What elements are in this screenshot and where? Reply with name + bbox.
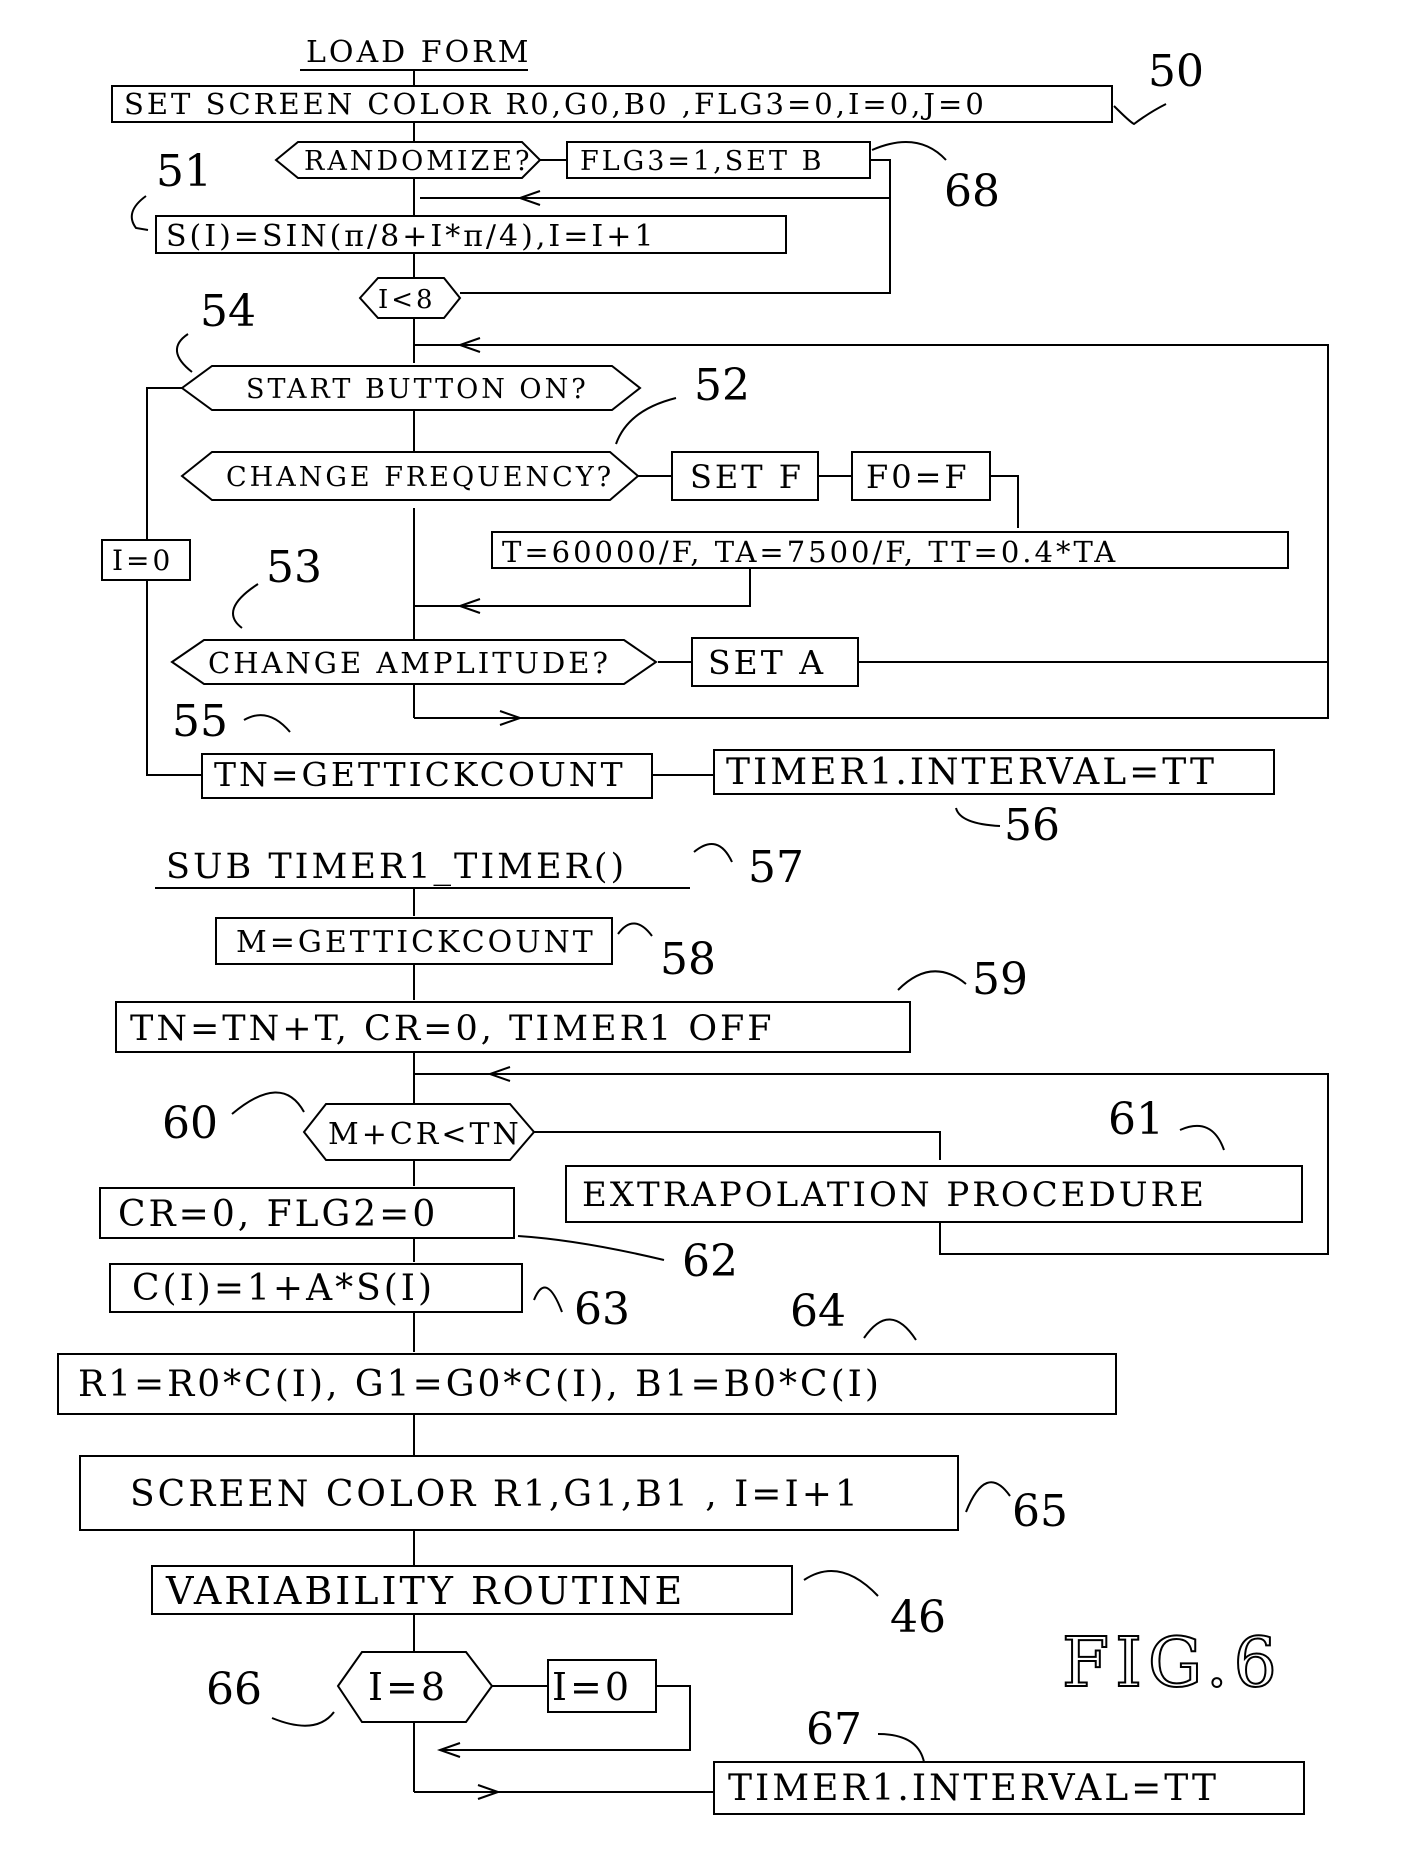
i-reset-label: I=0 <box>552 1665 633 1709</box>
leader-66 <box>272 1712 334 1726</box>
c-calc-label: C(I)=1+A*S(I) <box>132 1268 436 1309</box>
timer-sub-header: SUB TIMER1_TIMER() <box>166 847 628 887</box>
figure-title: FIG.6 <box>1062 1624 1283 1703</box>
leader-56 <box>956 808 1000 826</box>
set-a-label: SET A <box>708 643 827 682</box>
leader-60 <box>232 1092 304 1114</box>
variability-label: VARIABILITY ROUTINE <box>166 1569 686 1613</box>
flg3-set-b-label: FLG3=1,SET B <box>580 146 825 177</box>
ref-67: 67 <box>806 1704 862 1755</box>
leader-61 <box>1180 1126 1224 1150</box>
ref-50: 50 <box>1148 46 1204 97</box>
tn-update-label: TN=TN+T, CR=0, TIMER1 OFF <box>130 1009 775 1049</box>
tn-tick-label: TN=GETTICKCOUNT <box>214 755 626 794</box>
leader-62 <box>518 1236 664 1260</box>
ref-60: 60 <box>162 1098 218 1149</box>
ref-61: 61 <box>1108 1094 1164 1145</box>
connector-decision-to-extrap <box>532 1132 940 1160</box>
leader-59 <box>898 971 966 990</box>
leader-64 <box>864 1319 916 1340</box>
ref-58: 58 <box>660 934 716 985</box>
leader-65 <box>966 1482 1010 1512</box>
randomize-label: RANDOMIZE? <box>304 146 533 177</box>
ref-59: 59 <box>972 954 1028 1005</box>
ref-57: 57 <box>748 842 804 893</box>
screen-color-label: SCREEN COLOR R1,G1,B1 , I=I+1 <box>130 1474 861 1515</box>
f0-f-label: F0=F <box>866 458 970 496</box>
leader-58 <box>618 923 652 936</box>
leader-50 <box>1114 104 1166 124</box>
connector-period-return <box>414 566 750 606</box>
extrapolation-label: EXTRAPOLATION PROCEDURE <box>582 1175 1207 1215</box>
ref-52: 52 <box>694 360 750 411</box>
set-screen-label: SET SCREEN COLOR R0,G0,B0 ,FLG3=0,I=0,J=0 <box>124 87 987 121</box>
ref-46: 46 <box>890 1592 946 1643</box>
i-eq-8-label: I=8 <box>368 1665 449 1709</box>
i-lt-8-label: I<8 <box>378 285 436 315</box>
leader-52 <box>616 398 676 444</box>
ref-54: 54 <box>200 286 256 337</box>
ref-56: 56 <box>1004 800 1060 851</box>
ref-51: 51 <box>156 146 212 197</box>
m-cr-tn-label: M+CR<TN <box>328 1117 522 1152</box>
ref-63: 63 <box>574 1284 630 1335</box>
leader-68 <box>872 142 946 160</box>
load-form-section <box>102 35 1288 798</box>
leader-67 <box>878 1734 924 1762</box>
ref-68: 68 <box>944 166 1000 217</box>
cr-flg2-label: CR=0, FLG2=0 <box>118 1194 439 1235</box>
rgb-calc-label: R1=R0*C(I), G1=G0*C(I), B1=B0*C(I) <box>78 1364 882 1405</box>
connector-f0-to-period <box>990 476 1018 528</box>
timer-interval-label: TIMER1.INTERVAL=TT <box>726 752 1217 793</box>
loop-extrap-return <box>414 1074 1328 1173</box>
set-f-label: SET F <box>690 458 804 496</box>
leader-53 <box>233 584 258 628</box>
change-frequency-label: CHANGE FREQUENCY? <box>226 462 615 493</box>
m-tick-label: M=GETTICKCOUNT <box>236 925 596 960</box>
final-timer-label: TIMER1.INTERVAL=TT <box>728 1768 1219 1809</box>
sine-table-label: S(I)=SIN(π/8+I*π/4),I=I+1 <box>166 219 657 254</box>
period-calc-label: T=60000/F, TA=7500/F, TT=0.4*TA <box>502 535 1119 569</box>
i-zero-label: I=0 <box>112 544 174 577</box>
ref-53: 53 <box>266 542 322 593</box>
ref-55: 55 <box>172 696 228 747</box>
load-form-header: LOAD FORM <box>306 35 532 70</box>
leader-55 <box>244 715 290 732</box>
leader-57 <box>694 844 732 862</box>
ref-65: 65 <box>1012 1486 1068 1537</box>
ref-66: 66 <box>206 1664 262 1715</box>
ref-64: 64 <box>790 1286 846 1337</box>
leader-63 <box>534 1288 562 1313</box>
ref-62: 62 <box>682 1236 738 1287</box>
start-button-label: START BUTTON ON? <box>246 374 589 405</box>
leader-46 <box>804 1571 878 1596</box>
change-amplitude-label: CHANGE AMPLITUDE? <box>208 646 611 680</box>
leader-51 <box>132 196 148 230</box>
leader-54 <box>177 334 192 372</box>
